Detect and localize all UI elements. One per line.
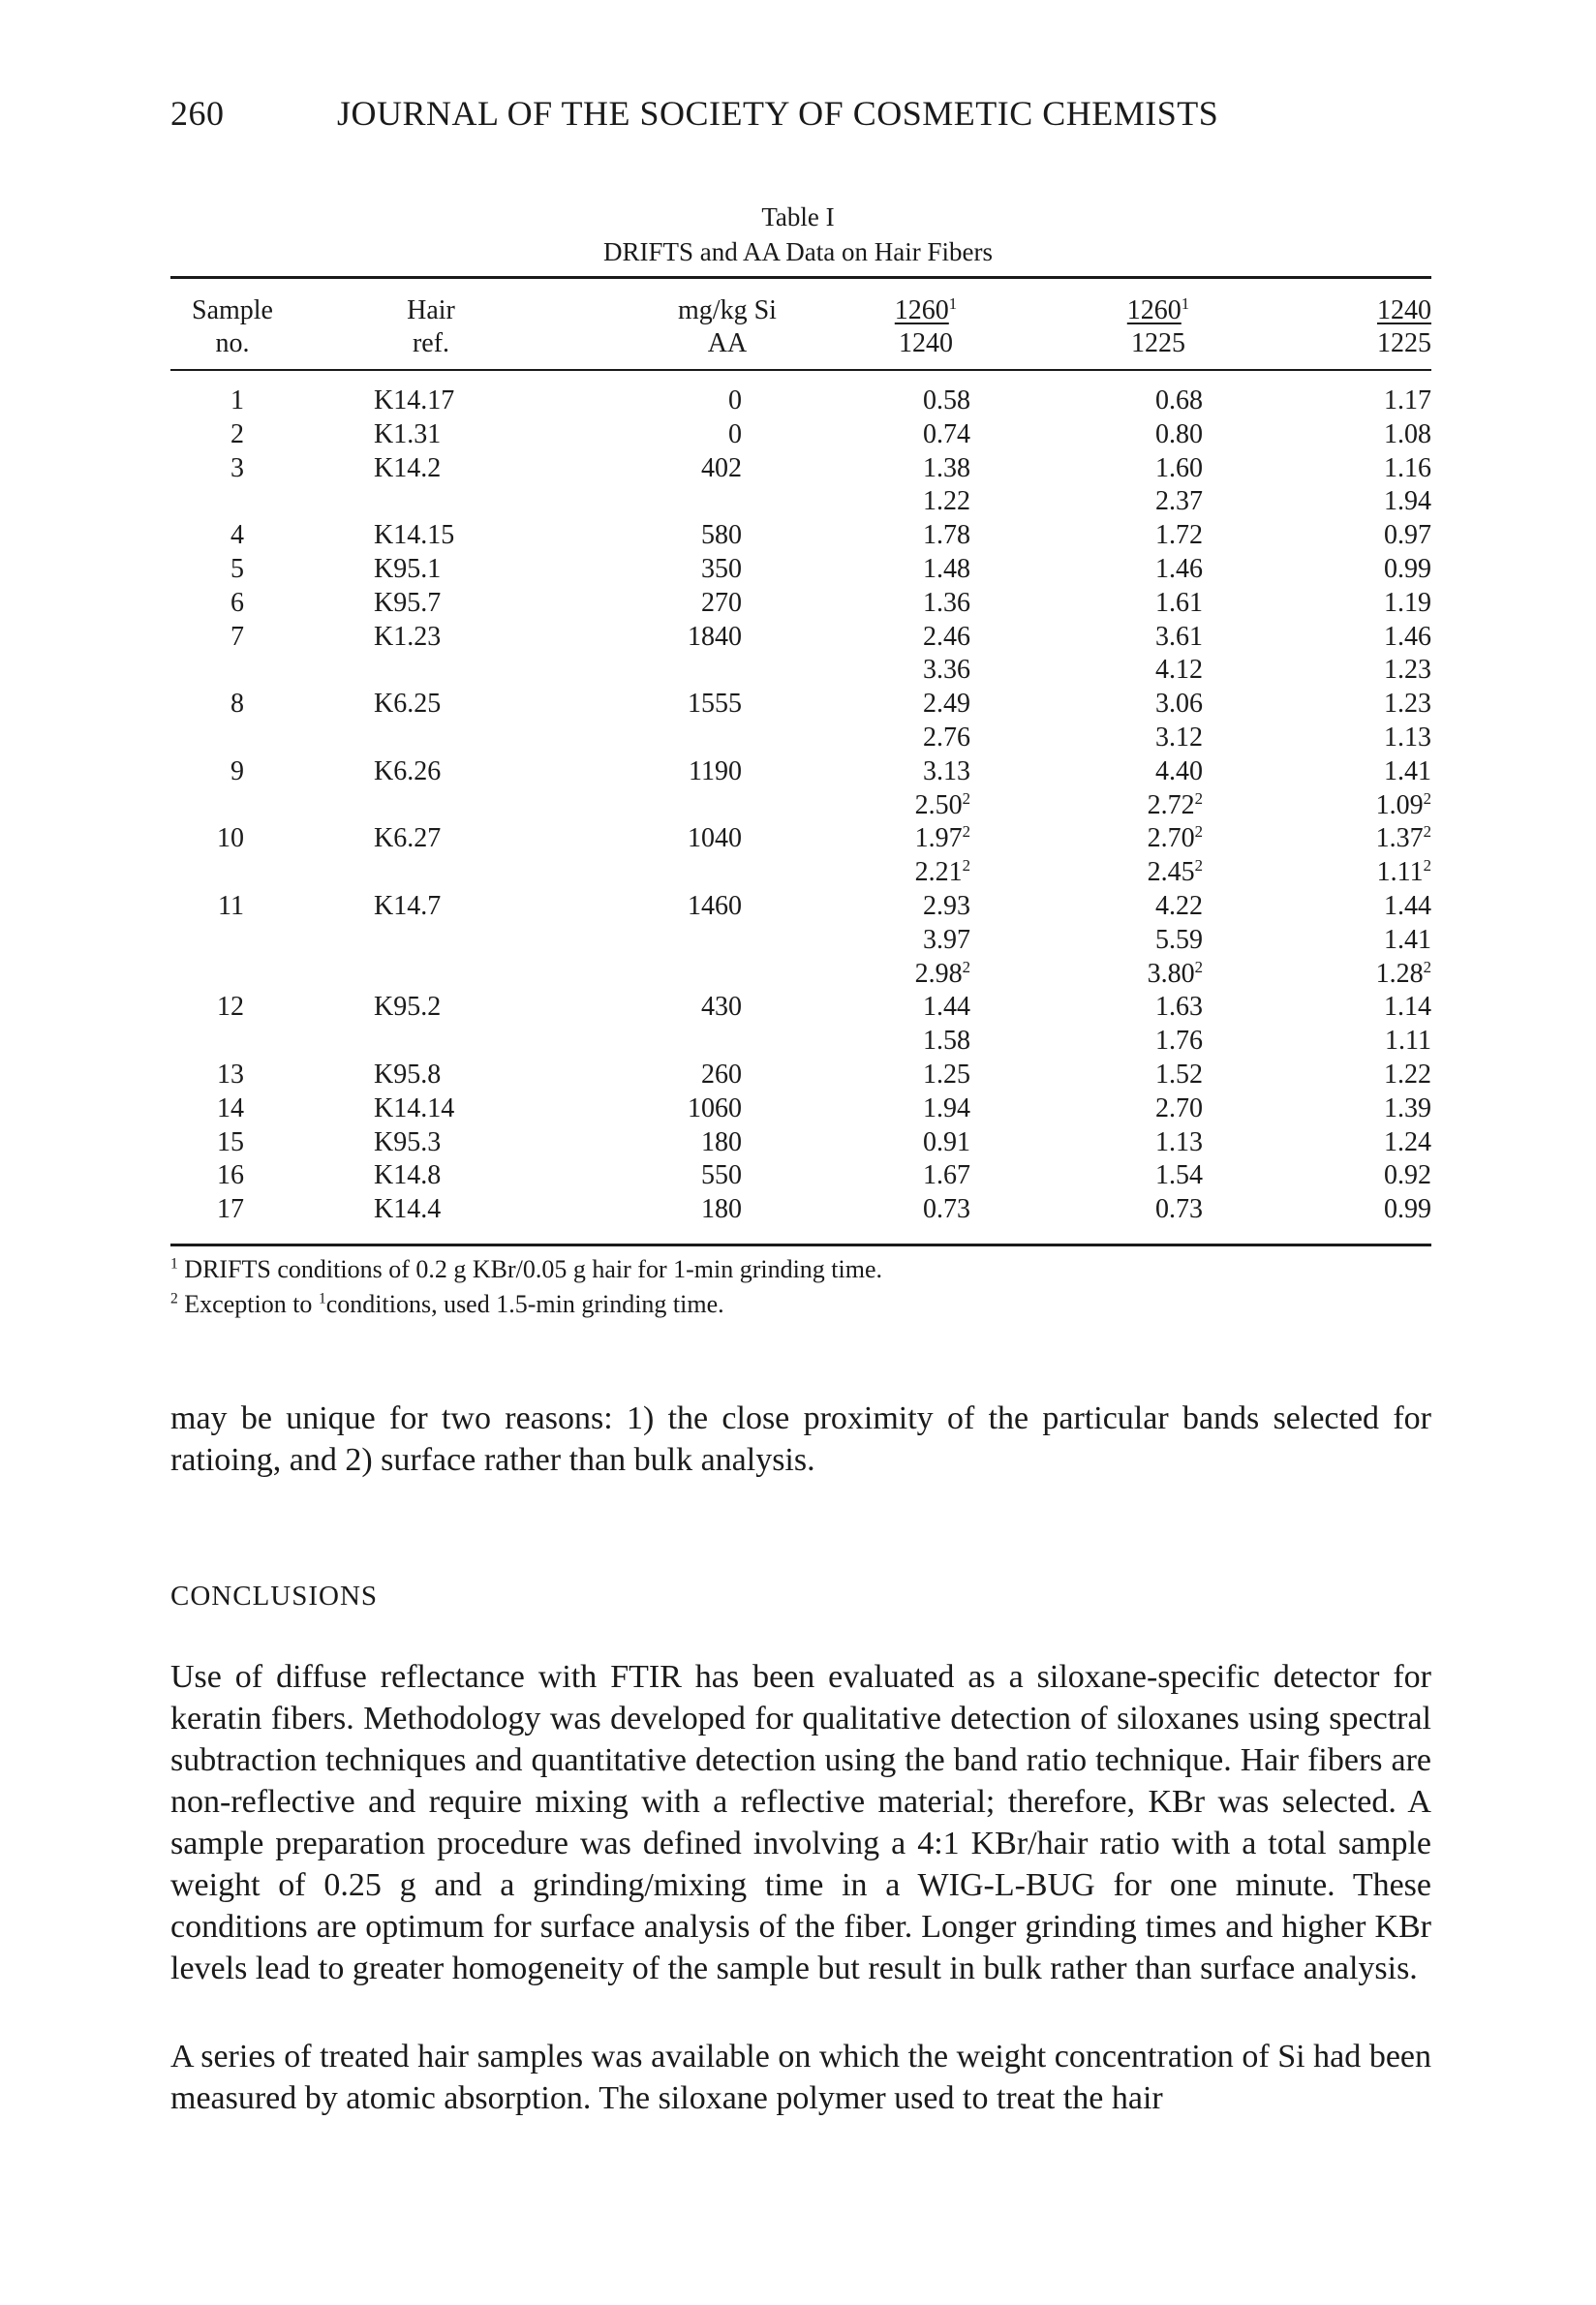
header-ratio3-numerator: 1240: [1377, 295, 1431, 325]
table-label: Table I: [761, 202, 835, 231]
ratio-1240-1225-cell: 1.28$^2$: [1375, 957, 1431, 989]
ratio-1260-1240-cell: 1.36: [923, 587, 970, 618]
ratio-1240-1225-cell: 1.41: [1384, 755, 1431, 786]
ratio-1260-1225-cell: 0.80: [1155, 418, 1203, 449]
sample-no-cell: 15: [217, 1126, 244, 1157]
header-ratio2-denominator: 1225: [1131, 328, 1185, 358]
ratio-1240-1225-cell: 1.46: [1384, 621, 1431, 652]
header-ratio1-denominator: 1240: [899, 328, 953, 358]
ratio-1240-1225-cell: 1.44: [1384, 891, 1431, 921]
ratio-1260-1240-cell: 0.73: [923, 1194, 970, 1225]
ratio-1260-1240-cell: 2.76: [923, 722, 970, 753]
hair-ref-cell: K95.1: [374, 554, 442, 584]
hair-ref-cell: K6.26: [374, 755, 442, 786]
ratio-1260-1225-cell: 1.61: [1155, 587, 1203, 618]
hair-ref-cell: K14.4: [374, 1194, 442, 1225]
ratio-1240-1225-cell: 1.08: [1384, 418, 1431, 449]
ratio-1260-1225-cell: 1.60: [1155, 452, 1203, 483]
sample-no-cell: 11: [218, 891, 244, 921]
ratio-1260-1240-cell: 1.22: [923, 486, 970, 517]
conclusions-paragraph-1: Use of diffuse reflectance with FTIR has been evaluated as a siloxane-specific detector for keratin fibers. Methodology was developed for qualitative detection of siloxanes using spectral subtraction techniques and quantitative detection using the band ratio technique. Hair fibers are non-reflective and require mixing with a reflective material; therefore, KBr was selected. A sample preparation procedure was defined involving a 4:1 KBr/hair ratio with a total sample weight of 0.25 g and a grinding/mixing time in a WIG-L-BUG for one minute. These conditions are optimum for surface analysis of the fiber. Longer grinding times and higher KBr levels lead to greater homogeneity of the sample but result in bulk rather than surface analysis.: [170, 1659, 1431, 1986]
ratio-1260-1225-cell: 2.70$^2$: [1147, 822, 1203, 854]
si-cell: 260: [701, 1060, 742, 1090]
header-ratio1-numerator: 1260$^1$: [894, 293, 958, 325]
ratio-1260-1240-cell: 1.94: [923, 1092, 970, 1123]
ratio-1260-1240-cell: 2.93: [923, 891, 970, 921]
hair-ref-cell: K14.14: [374, 1092, 455, 1123]
header-ratio3-denominator: 1225: [1377, 328, 1431, 358]
si-cell: 550: [701, 1160, 742, 1191]
hair-ref-cell: K14.15: [374, 520, 455, 551]
ratio-1260-1225-cell: 3.61: [1155, 621, 1203, 652]
sample-no-cell: 8: [230, 689, 244, 720]
si-cell: 430: [701, 992, 742, 1023]
table-bottom-rule: [170, 1244, 1431, 1246]
ratio-1240-1225-cell: 1.39: [1384, 1092, 1431, 1123]
ratio-1240-1225-cell: 0.99: [1384, 1194, 1431, 1225]
ratio-1260-1225-cell: 4.22: [1155, 891, 1203, 921]
ratio-1260-1240-cell: 2.49: [923, 689, 970, 720]
sample-no-cell: 9: [230, 755, 244, 786]
header-ref: ref.: [412, 328, 450, 358]
ratio-1260-1225-cell: 2.37: [1155, 486, 1203, 517]
sample-no-cell: 10: [217, 823, 244, 854]
section-heading-conclusions: CONCLUSIONS: [170, 1581, 379, 1612]
table-top-rule: [170, 276, 1431, 279]
sample-no-cell: 2: [230, 418, 244, 449]
ratio-1260-1225-cell: 3.06: [1155, 689, 1203, 720]
header-ratio2-numerator: 1260$^1$: [1126, 293, 1190, 325]
si-cell: 180: [701, 1126, 742, 1157]
hair-ref-cell: K6.25: [374, 689, 442, 720]
ratio-1260-1225-cell: 1.63: [1155, 992, 1203, 1023]
hair-ref-cell: K1.31: [374, 418, 442, 449]
ratio-1240-1225-cell: 1.19: [1384, 587, 1431, 618]
hair-ref-cell: K14.7: [374, 891, 442, 921]
si-cell: 350: [701, 554, 742, 584]
ratio-1260-1225-cell: 1.52: [1155, 1060, 1203, 1090]
ratio-1260-1225-cell: 2.70: [1155, 1092, 1203, 1123]
ratio-1260-1225-cell: 1.76: [1155, 1026, 1203, 1057]
ratio-1260-1240-cell: 1.38: [923, 452, 970, 483]
si-cell: 0: [728, 385, 742, 415]
ratio-1240-1225-cell: 1.22: [1384, 1060, 1431, 1090]
si-cell: 0: [728, 418, 742, 449]
table-caption: DRIFTS and AA Data on Hair Fibers: [603, 237, 993, 266]
hair-ref-cell: K6.27: [374, 823, 442, 854]
ratio-1260-1225-cell: 1.72: [1155, 520, 1203, 551]
ratio-1260-1240-cell: 2.46: [923, 621, 970, 652]
si-cell: 1555: [688, 689, 742, 720]
ratio-1240-1225-cell: 1.94: [1384, 486, 1431, 517]
hair-ref-cell: K95.8: [374, 1060, 442, 1090]
si-cell: 1040: [688, 823, 742, 854]
table-title-block: [0, 200, 1596, 269]
hair-ref-cell: K14.2: [374, 452, 442, 483]
ratio-1260-1240-cell: 1.48: [923, 554, 970, 584]
ratio-1240-1225-cell: 1.16: [1384, 452, 1431, 483]
ratio-1240-1225-cell: 1.14: [1384, 992, 1431, 1023]
ratio-1260-1240-cell: 1.78: [923, 520, 970, 551]
ratio-1260-1240-cell: 1.58: [923, 1026, 970, 1057]
ratio-1260-1225-cell: 4.12: [1155, 655, 1203, 686]
si-cell: 1460: [688, 891, 742, 921]
ratio-1260-1225-cell: 3.12: [1155, 722, 1203, 753]
sample-no-cell: 6: [230, 587, 244, 618]
ratio-1260-1240-cell: 1.44: [923, 992, 970, 1023]
sample-no-cell: 1: [230, 385, 244, 415]
ratio-1240-1225-cell: 1.37$^2$: [1375, 822, 1431, 854]
sample-no-cell: 16: [217, 1160, 244, 1191]
ratio-1260-1225-cell: 0.73: [1155, 1194, 1203, 1225]
si-cell: 270: [701, 587, 742, 618]
ratio-1260-1240-cell: 0.58: [923, 385, 970, 415]
ratio-1240-1225-cell: 1.23: [1384, 689, 1431, 720]
header-hair: Hair: [407, 295, 455, 325]
ratio-1260-1225-cell: 1.13: [1155, 1126, 1203, 1157]
si-cell: 1190: [689, 755, 742, 786]
ratio-1240-1225-cell: 1.41: [1384, 924, 1431, 955]
header-sample: Sample: [192, 295, 273, 325]
ratio-1260-1240-cell: 1.67: [923, 1160, 970, 1191]
si-cell: 1060: [688, 1092, 742, 1123]
ratio-1260-1240-cell: 1.97$^2$: [914, 822, 970, 854]
sample-no-cell: 7: [230, 621, 244, 652]
ratio-1260-1225-cell: 1.46: [1155, 554, 1203, 584]
ratio-1260-1225-cell: 4.40: [1155, 755, 1203, 786]
ratio-1260-1240-cell: 2.21$^2$: [914, 856, 970, 888]
ratio-1240-1225-cell: 1.11: [1385, 1026, 1431, 1057]
page-number: 260: [170, 94, 225, 133]
si-cell: 402: [701, 452, 742, 483]
table-footnote-1: $^1$ DRIFTS conditions of 0.2 g KBr/0.05 g hair for 1-min grinding time.: [170, 1255, 883, 1283]
sample-no-cell: 14: [217, 1092, 244, 1123]
hair-ref-cell: K95.2: [374, 992, 442, 1023]
ratio-1240-1225-cell: 1.24: [1384, 1126, 1431, 1157]
ratio-1260-1240-cell: 0.74: [923, 418, 970, 449]
ratio-1260-1240-cell: 2.50$^2$: [914, 788, 970, 820]
ratio-1240-1225-cell: 1.13: [1384, 722, 1431, 753]
sample-no-cell: 17: [217, 1194, 244, 1225]
journal-title: JOURNAL OF THE SOCIETY OF COSMETIC CHEMISTS: [337, 94, 1219, 133]
ratio-1260-1225-cell: 3.80$^2$: [1147, 957, 1203, 989]
hair-ref-cell: K95.3: [374, 1126, 442, 1157]
ratio-1240-1225-cell: 1.09$^2$: [1375, 788, 1431, 820]
ratio-1260-1225-cell: 0.68: [1155, 385, 1203, 415]
sample-no-cell: 4: [230, 520, 244, 551]
sample-no-cell: 5: [230, 554, 244, 584]
table-header-rule: [170, 369, 1431, 371]
ratio-1260-1240-cell: 3.97: [923, 924, 970, 955]
ratio-1260-1240-cell: 3.13: [923, 755, 970, 786]
sample-no-cell: 12: [217, 992, 244, 1023]
header-si: mg/kg Si: [678, 295, 777, 325]
ratio-1240-1225-cell: 0.97: [1384, 520, 1431, 551]
hair-ref-cell: K1.23: [374, 621, 442, 652]
ratio-1240-1225-cell: 0.92: [1384, 1160, 1431, 1191]
continuation-paragraph: may be unique for two reasons: 1) the close proximity of the particular bands selected for ratioing, and 2) surface rather than bulk analysis.: [170, 1400, 1431, 1478]
si-cell: 580: [701, 520, 742, 551]
hair-ref-cell: K95.7: [374, 587, 442, 618]
ratio-1240-1225-cell: 1.23: [1384, 655, 1431, 686]
ratio-1240-1225-cell: 1.17: [1384, 385, 1431, 415]
ratio-1260-1240-cell: 3.36: [923, 655, 970, 686]
ratio-1240-1225-cell: 0.99: [1384, 554, 1431, 584]
si-cell: 1840: [688, 621, 742, 652]
table-footnote-2: $^2$ Exception to $^1$conditions, used 1.5-min grinding time.: [170, 1290, 724, 1318]
ratio-1260-1225-cell: 2.72$^2$: [1147, 788, 1203, 820]
ratio-1260-1240-cell: 1.25: [923, 1060, 970, 1090]
ratio-1260-1225-cell: 2.45$^2$: [1147, 856, 1203, 888]
hair-ref-cell: K14.17: [374, 385, 455, 415]
header-no: no.: [215, 328, 250, 358]
si-cell: 180: [701, 1194, 742, 1225]
ratio-1260-1225-cell: 1.54: [1155, 1160, 1203, 1191]
sample-no-cell: 3: [230, 452, 244, 483]
ratio-1260-1225-cell: 5.59: [1155, 924, 1203, 955]
hair-ref-cell: K14.8: [374, 1160, 442, 1191]
ratio-1240-1225-cell: 1.11$^2$: [1376, 856, 1431, 888]
running-head: [170, 93, 1218, 134]
sample-no-cell: 13: [217, 1060, 244, 1090]
conclusions-paragraph-2: A series of treated hair samples was available on which the weight concentration of Si had been measured by atomic absorption. The siloxane polymer used to treat the hair: [170, 2039, 1431, 2116]
header-aa: AA: [707, 328, 748, 358]
ratio-1260-1240-cell: 0.91: [923, 1126, 970, 1157]
ratio-1260-1240-cell: 2.98$^2$: [914, 957, 970, 989]
